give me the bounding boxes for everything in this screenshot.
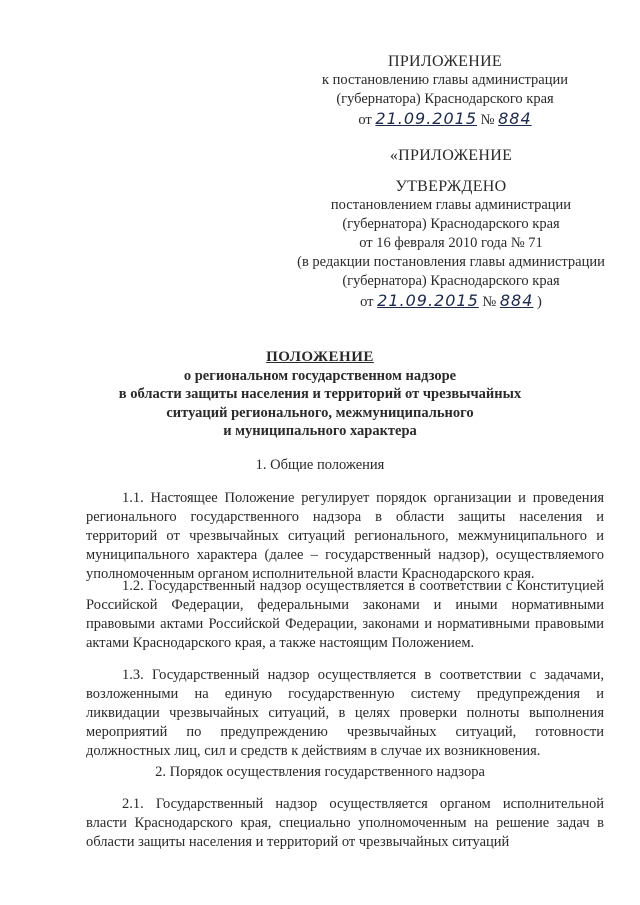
approval-line-2: (губернатора) Краснодарского края bbox=[342, 216, 560, 232]
approval-line-4: (в редакции постановления главы администрации bbox=[297, 254, 605, 270]
handwritten-date: 21.09.2015 bbox=[377, 291, 479, 310]
appendix-line-2: (губернатора) Краснодарского края bbox=[336, 91, 554, 107]
section-heading-2: 2. Порядок осуществления государственного надзора bbox=[155, 764, 485, 780]
section-heading-1: 1. Общие положения bbox=[255, 457, 385, 473]
title-line-3: ситуаций регионального, межмуниципального bbox=[166, 404, 474, 421]
paragraph-2-1: 2.1. Государственный надзор осуществляется органом исполнительной власти Краснодарского края, специально уполномоченным на решение задач в области защиты населения и территорий от чрезвычайных ситуаций bbox=[86, 796, 604, 850]
approval-line-5: (губернатора) Краснодарского края bbox=[342, 273, 560, 289]
approval-line-3: от 16 февраля 2010 года № 71 bbox=[359, 235, 543, 251]
title-line-2: в области защиты населения и территорий от чрезвычайных bbox=[118, 386, 522, 402]
approval-date-line bbox=[286, 291, 616, 312]
title-line-4: и муниципального характера bbox=[223, 423, 417, 439]
appendix-title: ПРИЛОЖЕНИЕ bbox=[387, 53, 502, 70]
paragraph-1-3: 1.3. Государственный надзор осуществляется в соответствии с задачами, возложенными на единую государственную систему предупреждения и ликвидации чрезвычайных ситуаций, в целях проверки полноты выполнения мероприятий по предупреждению чрезвычайных ситуаций, готовности должностных лиц, сил и средств к действиям в случае их возникновения. bbox=[86, 667, 604, 759]
handwritten-number: 884 bbox=[498, 109, 532, 128]
approval-block bbox=[286, 146, 616, 312]
appendix-line-1: к постановлению главы администрации bbox=[321, 72, 569, 88]
document-title bbox=[80, 348, 560, 441]
closing-bracket: ) bbox=[537, 294, 542, 310]
title-line-1: о региональном государственном надзоре bbox=[183, 367, 457, 384]
approval-line-1: постановлением главы администрации bbox=[330, 197, 572, 213]
paragraph-1-2: 1.2. Государственный надзор осуществляется в соответствии с Конституцией Российской Федерации, федеральными законами и иными нормативными правовыми актами Российской Федерации, законами и нормативными правовыми актами Краснодарского края, а также настоящим Положением. bbox=[86, 578, 604, 651]
handwritten-date: 21.09.2015 bbox=[375, 109, 477, 128]
title-heading: ПОЛОЖЕНИЕ bbox=[266, 349, 374, 365]
number-prefix: № bbox=[482, 294, 497, 310]
handwritten-number: 884 bbox=[499, 291, 534, 310]
approved-stamp-text: УТВЕРЖДЕНО bbox=[395, 178, 507, 195]
approval-appendix-title: «ПРИЛОЖЕНИЕ bbox=[389, 147, 513, 164]
appendix-header bbox=[300, 52, 590, 130]
date-prefix: от bbox=[358, 112, 372, 128]
date-prefix: от bbox=[360, 294, 374, 310]
appendix-date-line bbox=[300, 109, 590, 130]
number-prefix: № bbox=[480, 112, 495, 128]
paragraph-1-1: 1.1. Настоящее Положение регулирует порядок организации и проведения регионального государственного надзора в области защиты населения и территорий от чрезвычайных ситуаций регионального, межмуниципального и муниципального характера (далее – государственный надзор), осуществляемого уполномоченным органом исполнительной власти Краснодарского края. bbox=[86, 490, 604, 582]
